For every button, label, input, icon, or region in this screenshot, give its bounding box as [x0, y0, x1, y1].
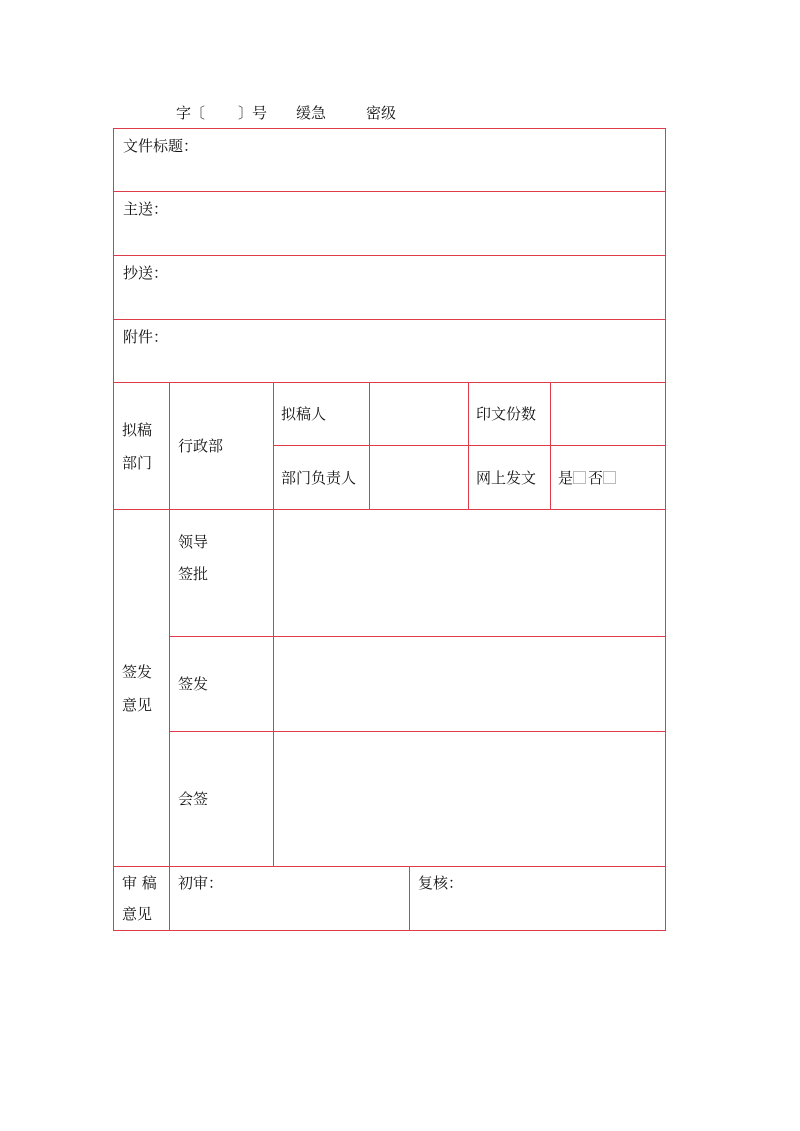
chaosong-row[interactable] [113, 255, 666, 320]
drafting-dept-label-1: 拟稿 [122, 421, 153, 439]
signoff-label-2: 意见 [122, 696, 153, 714]
drafter-label-cell [273, 382, 370, 446]
header-hao: 号 [252, 104, 268, 122]
online-yes-label: 是 [558, 469, 574, 487]
chaosong-label: 抄送： [123, 264, 169, 282]
countersign-label-cell [169, 731, 274, 867]
drafting-dept-label-cell [113, 382, 170, 510]
sign-field[interactable] [273, 636, 666, 732]
drafter-label: 拟稿人 [281, 405, 327, 423]
online-yes-checkbox[interactable] [573, 471, 586, 484]
online-label-cell [468, 445, 551, 510]
countersign-field[interactable] [273, 731, 666, 867]
review-label-2: 意见 [122, 905, 153, 923]
signoff-label-cell [113, 509, 170, 867]
dept-head-label-cell [273, 445, 370, 510]
review-label-cell [113, 866, 170, 931]
urgency-label: 缓急 [296, 104, 327, 122]
online-choice [558, 462, 618, 494]
title-label: 文件标题： [123, 137, 199, 155]
fujian-row[interactable] [113, 319, 666, 383]
copies-value-cell[interactable] [550, 382, 666, 446]
leader-label-2: 签批 [178, 565, 209, 583]
drafter-value-cell[interactable] [369, 382, 469, 446]
zhusong-label: 主送： [123, 200, 169, 218]
drafting-dept-value: 行政部 [178, 437, 224, 455]
signoff-label-1: 签发 [122, 663, 153, 681]
recheck-label: 复核： [418, 874, 464, 892]
countersign-label: 会签 [178, 790, 209, 808]
copies-label-cell [468, 382, 551, 446]
online-label: 网上发文 [476, 469, 537, 487]
header-bracket-close: 〕 [238, 104, 254, 122]
header-bracket-open: 〔 [190, 104, 206, 122]
online-no-label: 否 [588, 469, 604, 487]
header-zi: 字 [176, 104, 192, 122]
leader-approval-field[interactable] [273, 509, 666, 637]
dept-head-value-cell[interactable] [369, 445, 469, 510]
first-review-cell[interactable] [169, 866, 410, 931]
leader-approval-label-cell [169, 509, 274, 637]
recheck-cell[interactable] [409, 866, 666, 931]
copies-label: 印文份数 [476, 405, 537, 423]
fujian-label: 附件： [123, 328, 169, 346]
dept-head-label: 部门负责人 [281, 469, 357, 487]
drafting-dept-value-cell [169, 382, 274, 510]
sign-label: 签发 [178, 675, 209, 693]
online-no-checkbox[interactable] [603, 471, 616, 484]
leader-label-1: 领导 [178, 533, 209, 551]
first-review-label: 初审： [178, 874, 224, 892]
online-choice-cell [550, 445, 666, 510]
secrecy-label: 密级 [366, 104, 397, 122]
sign-label-cell [169, 636, 274, 732]
title-row[interactable] [113, 128, 666, 192]
drafting-dept-label-2: 部门 [122, 454, 153, 472]
zhusong-row[interactable] [113, 191, 666, 256]
review-label-1: 审 稿 [122, 874, 157, 892]
